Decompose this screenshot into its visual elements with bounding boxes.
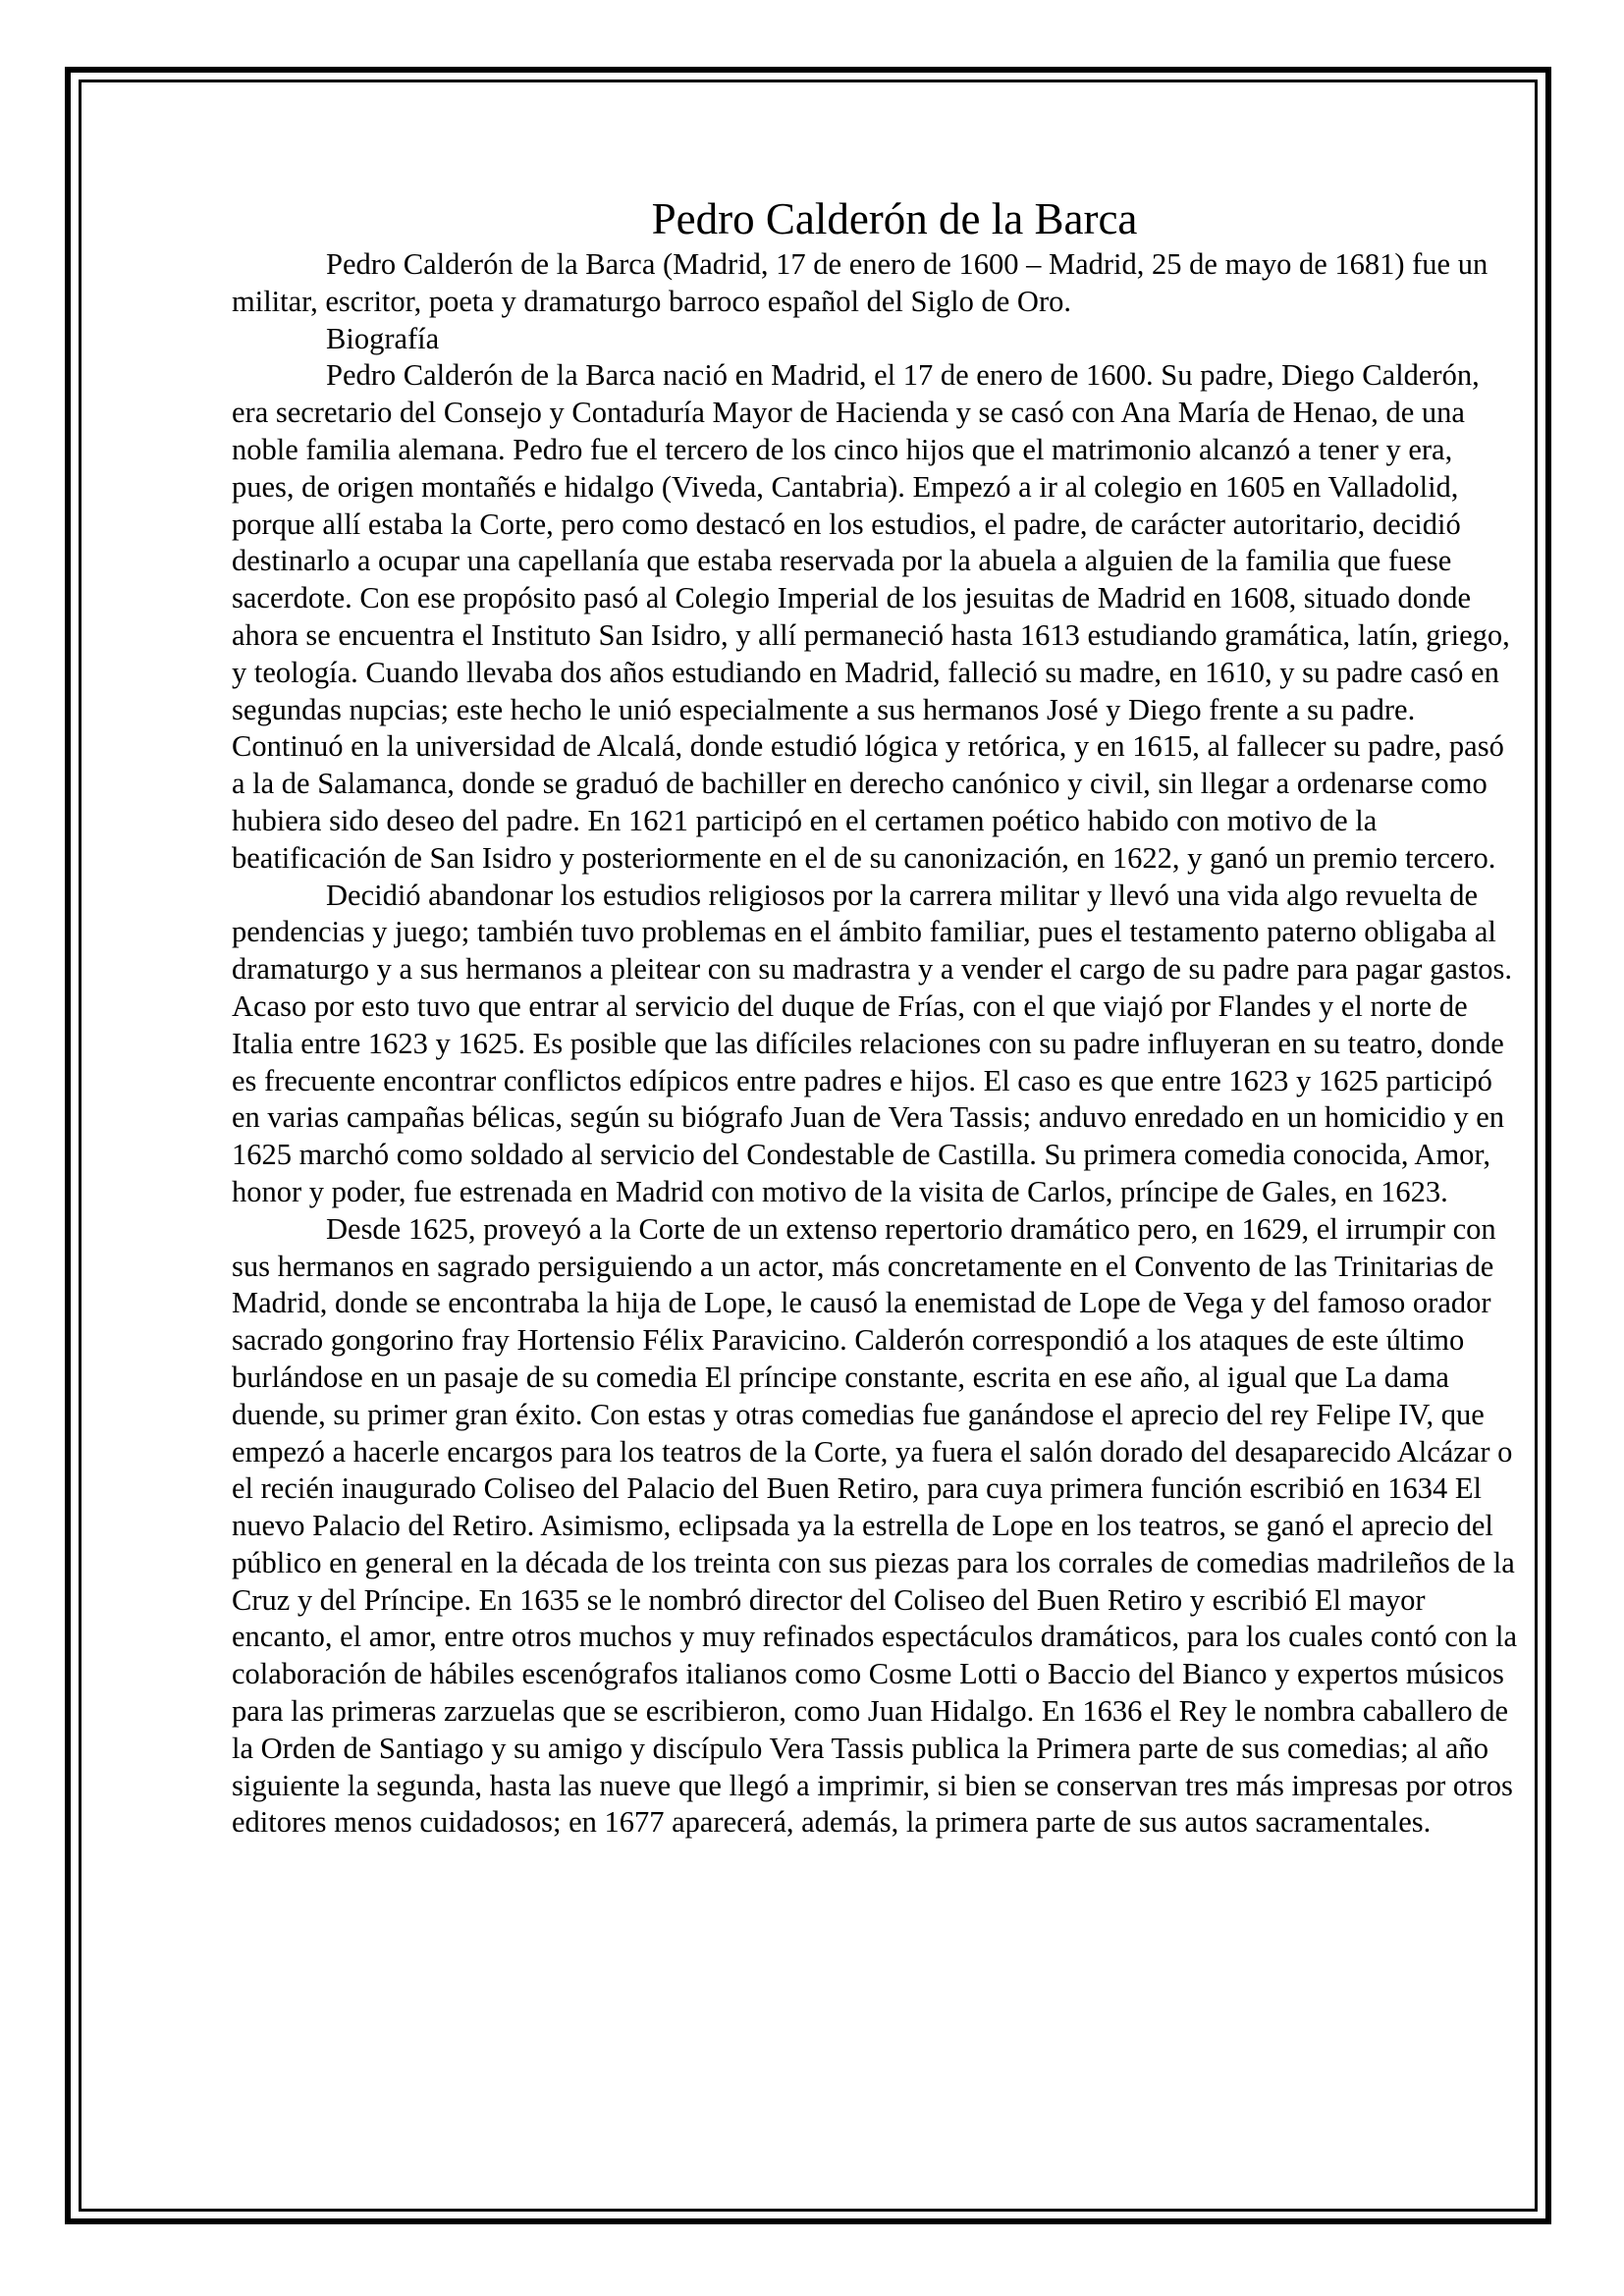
section-heading: Biografía — [326, 321, 440, 355]
intro-paragraph: Pedro Calderón de la Barca (Madrid, 17 de enero de 1600 – Madrid, 25 de mayo de 1681) fue un militar, escritor, poeta y dramaturgo barroco español del Siglo de Oro. — [232, 247, 1489, 318]
document-title: Pedro Calderón de la Barca — [651, 194, 1138, 243]
document-body — [232, 191, 1518, 1842]
body-paragraph-2: Decidió abandonar los estudios religiosos por la carrera militar y llevó una vida algo revuelta de pendencias y juego; también tuvo problemas en el ámbito familiar, pues el testamento paterno obligaba al dramaturgo y a sus hermanos a pleitear con su madrastra y a vender el cargo de su padre para pagar gastos. Acaso por esto tuvo que entrar al servicio del duque de Frías, con el que viajó por Flandes y el norte de Italia entre 1623 y 1625. Es posible que las difíciles relaciones con su padre influyeran en su teatro, donde es frecuente encontrar conflictos edípicos entre padres e hijos. El caso es que entre 1623 y 1625 participó en varias campañas bélicas, según su biógrafo Juan de Vera Tassis; anduvo enredado en un homicidio y en 1625 marchó como soldado al servicio del Condestable de Castilla. Su primera comedia conocida, Amor, honor y poder, fue estrenada en Madrid con motivo de la visita de Carlos, príncipe de Gales, en 1623. — [232, 878, 1512, 1208]
body-paragraph-1: Pedro Calderón de la Barca nació en Madrid, el 17 de enero de 1600. Su padre, Diego Calderón, era secretario del Consejo y Contaduría Mayor de Hacienda y se casó con Ana María de Henao, de una noble familia alemana. Pedro fue el tercero de los cinco hijos que el matrimonio alcanzó a tener y era, pues, de origen montañés e hidalgo (Viveda, Cantabria). Empezó a ir al colegio en 1605 en Valladolid, porque allí estaba la Corte, pero como destacó en los estudios, el padre, de carácter autoritario, decidió destinarlo a ocupar una capellanía que estaba reservada por la abuela a alguien de la familia que fuese sacerdote. Con ese propósito pasó al Colegio Imperial de los jesuitas de Madrid en 1608, situado donde ahora se encuentra el Instituto San Isidro, y allí permaneció hasta 1613 estudiando gramática, latín, griego, y teología. Cuando llevaba dos años estudiando en Madrid, falleció su madre, en 1610, y su padre casó en segundas nupcias; este hecho le unió especialmente a sus hermanos José y Diego frente a su padre. Continuó en la universidad de Alcalá, donde estudió lógica y retórica, y en 1615, al fallecer su padre, pasó a la de Salamanca, donde se graduó de bachiller en derecho canónico y civil, sin llegar a ordenarse como hubiera sido deseo del padre. En 1621 participó en el certamen poético habido con motivo de la beatificación de San Isidro y posteriormente en el de su canonización, en 1622, y ganó un premio tercero. — [232, 358, 1510, 875]
body-paragraph-3: Desde 1625, proveyó a la Corte de un extenso repertorio dramático pero, en 1629, el irrumpir con sus hermanos en sagrado persiguiendo a un actor, más concretamente en el Convento de las Trinitarias de Madrid, donde se encontraba la hija de Lope, le causó la enemistad de Lope de Vega y del famoso orador sacrado gongorino fray Hortensio Félix Paravicino. Calderón correspondió a los ataques de este último burlándose en un pasaje de su comedia El príncipe constante, escrita en ese año, al igual que La dama duende, su primer gran éxito. Con estas y otras comedias fue ganándose el aprecio del rey Felipe IV, que empezó a hacerle encargos para los teatros de la Corte, ya fuera el salón dorado del desaparecido Alcázar o el recién inaugurado Coliseo del Palacio del Buen Retiro, para cuya primera función escribió en 1634 El nuevo Palacio del Retiro. Asimismo, eclipsada ya la estrella de Lope en los teatros, se ganó el aprecio del público en general en la década de los treinta con sus piezas para los corrales de comedias madrileños de la Cruz y del Príncipe. En 1635 se le nombró director del Coliseo del Buen Retiro y escribió El mayor encanto, el amor, entre otros muchos y muy refinados espectáculos dramáticos, para los cuales contó con la colaboración de hábiles escenógrafos italianos como Cosme Lotti o Baccio del Bianco y expertos músicos para las primeras zarzuelas que se escribieron, como Juan Hidalgo. En 1636 el Rey le nombra caballero de la Orden de Santiago y su amigo y discípulo Vera Tassis publica la Primera parte de sus comedias; al año siguiente la segunda, hasta las nueve que llegó a imprimir, si bien se conservan tres más impresas por otros editores menos cuidadosos; en 1677 aparecerá, además, la primera parte de sus autos sacramentales. — [232, 1211, 1517, 1840]
